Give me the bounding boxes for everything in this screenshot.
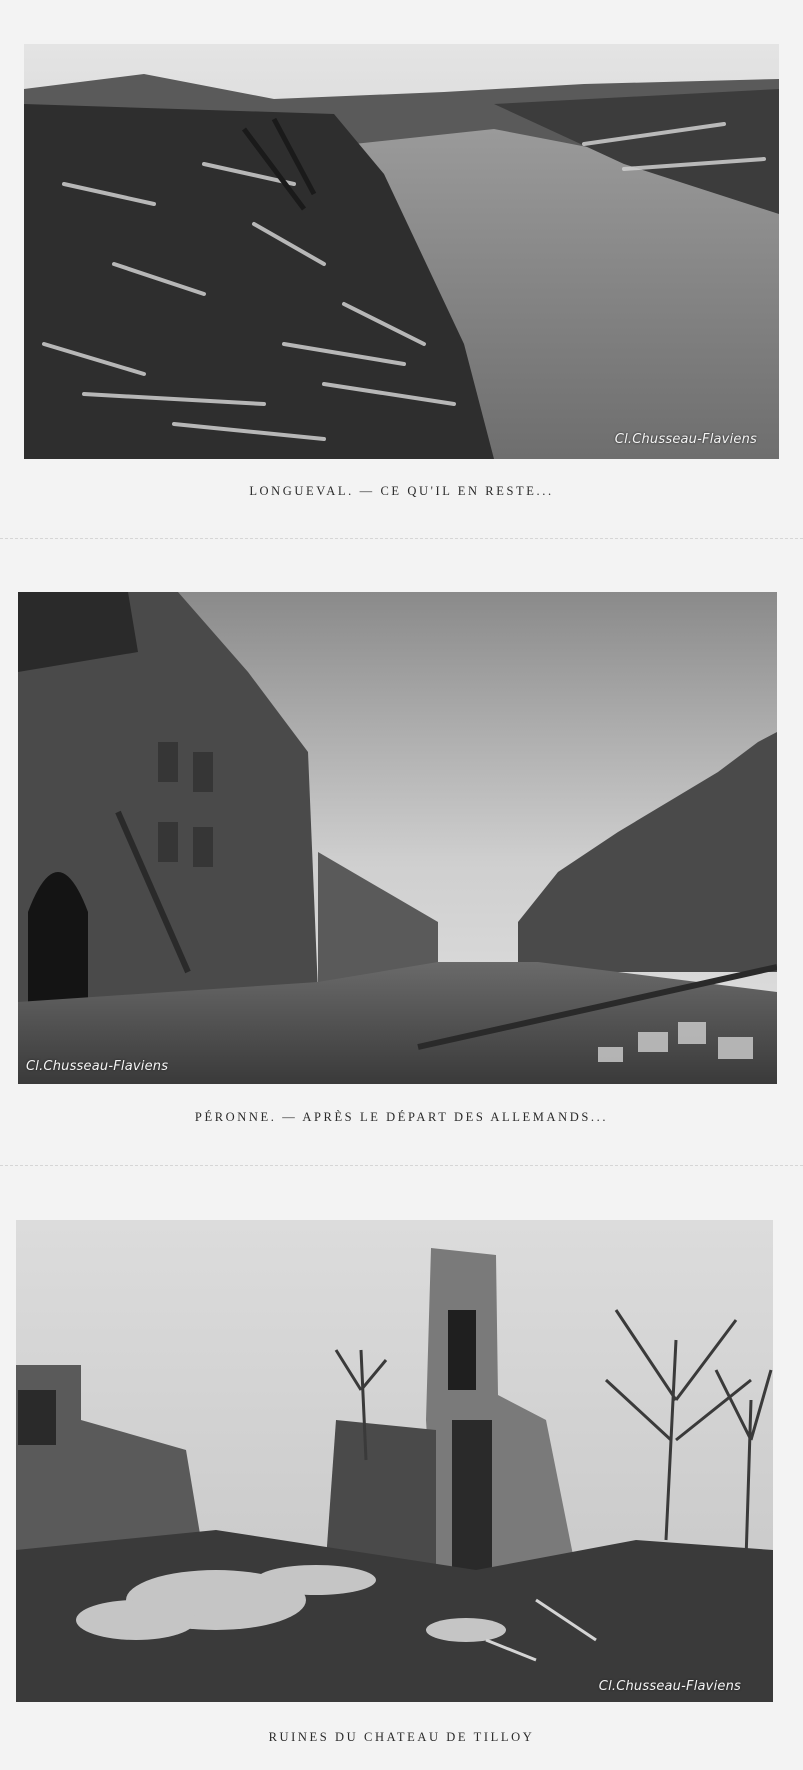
chateau-ruins-image: [16, 1220, 773, 1702]
caption-peronne: PÉRONNE. — APRÈS LE DÉPART DES ALLEMANDS...: [194, 1110, 609, 1124]
caption-tilloy: RUINES DU CHATEAU DE TILLOY: [268, 1730, 535, 1744]
fold-line: [0, 538, 803, 539]
photo-longueval: [24, 44, 779, 459]
photo-peronne: [18, 592, 777, 1084]
photo-credit: Cl.Chusseau-Flaviens: [614, 432, 757, 447]
ruined-road-image: [24, 44, 779, 459]
photo-tilloy: [16, 1220, 773, 1702]
photo-credit: Cl.Chusseau-Flaviens: [598, 1679, 741, 1694]
caption-longueval: LONGUEVAL. — CE QU'IL EN RESTE...: [249, 484, 554, 498]
ruined-street-image: [18, 592, 777, 1084]
photo-credit: Cl.Chusseau-Flaviens: [26, 1059, 169, 1074]
fold-line: [0, 1165, 803, 1166]
